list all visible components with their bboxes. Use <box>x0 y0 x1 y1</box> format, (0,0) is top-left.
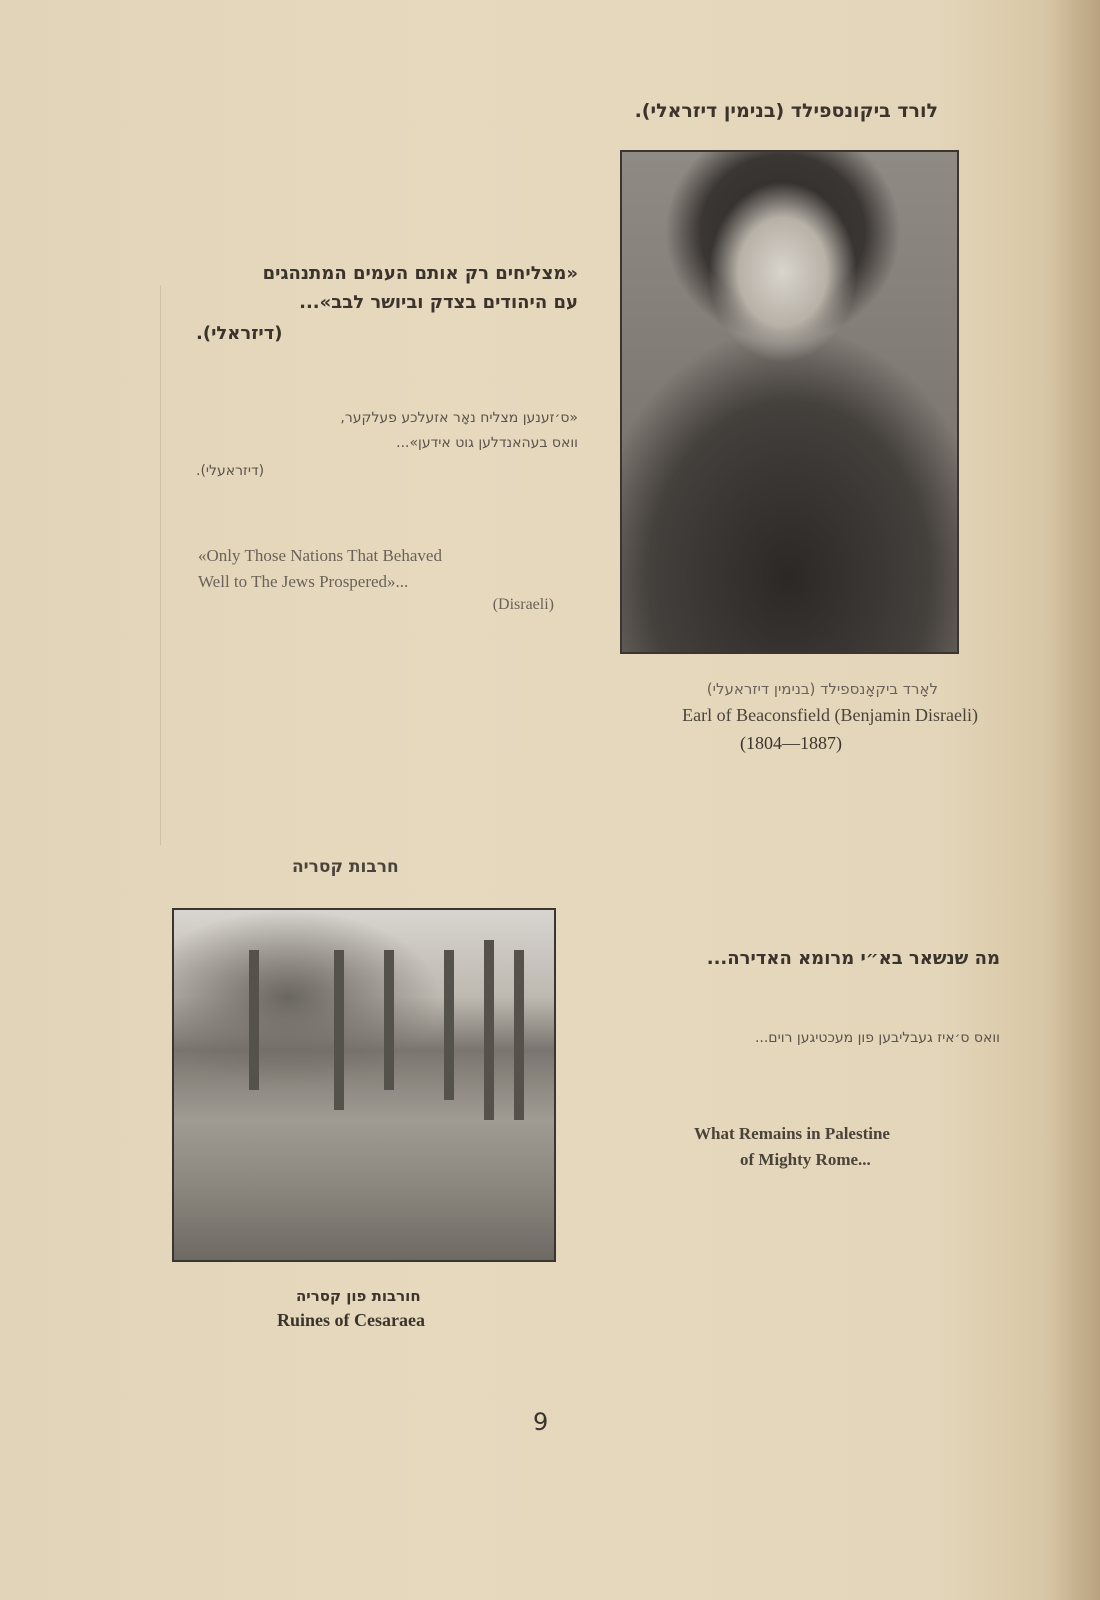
column-shape <box>484 940 494 1120</box>
yiddish-quote-attribution: (דיזראעלי). <box>196 463 265 479</box>
portrait-disraeli-image <box>620 150 959 654</box>
ruins-caesarea-image <box>172 908 556 1262</box>
english-quote-line1: «Only Those Nations That Behaved <box>198 546 442 565</box>
rome-text-english-line1: What Remains in Palestine <box>694 1124 890 1143</box>
english-quote-attribution: (Disraeli) <box>492 596 554 613</box>
portrait-caption-dates: (1804—1887) <box>740 733 842 753</box>
rome-text-hebrew: מה שנשאר בא״י מרומא האדירה... <box>706 948 1000 969</box>
column-shape <box>444 950 454 1100</box>
column-shape <box>249 950 259 1090</box>
hebrew-quote-line1: «מצליחים רק אותם העמים המתנהגים <box>262 263 578 284</box>
hebrew-quote-line2: עם היהודים בצדק וביושר לבב»... <box>299 292 578 313</box>
english-quote-line2: Well to The Jews Prospered»... <box>198 572 409 591</box>
rome-text-yiddish: וואס ס׳איז געבליבען פון מעכטיגען רוים... <box>754 1030 1000 1046</box>
divider-line <box>160 285 161 845</box>
ruins-caption-english: Ruines of Cesaraea <box>277 1310 425 1330</box>
portrait-caption-english: Earl of Beaconsfield (Benjamin Disraeli) <box>682 705 978 725</box>
ruins-heading: חרבות קסריה <box>292 857 399 877</box>
yiddish-quote-line1: «ס׳זענען מצליח נאָר אזעלכע פעלקער, <box>340 410 578 426</box>
column-shape <box>334 950 344 1110</box>
yiddish-quote-line2: וואס בעהאנדלען גוט אידען»... <box>396 435 578 451</box>
hebrew-quote-attribution: (דיזראלי). <box>196 323 283 344</box>
portrait-caption-yiddish: לאָרד ביקאָנספילד (בנימין דיזראעלי) <box>706 680 938 698</box>
ruins-caption-yiddish: חורבות פון קסריה <box>296 1287 421 1305</box>
column-shape <box>384 950 394 1090</box>
column-shape <box>514 950 524 1120</box>
top-heading: לורד ביקונספילד (בנימין דיזראלי). <box>634 100 938 122</box>
page-number: 9 <box>533 1408 549 1436</box>
rome-text-english-line2: of Mighty Rome... <box>740 1150 871 1169</box>
